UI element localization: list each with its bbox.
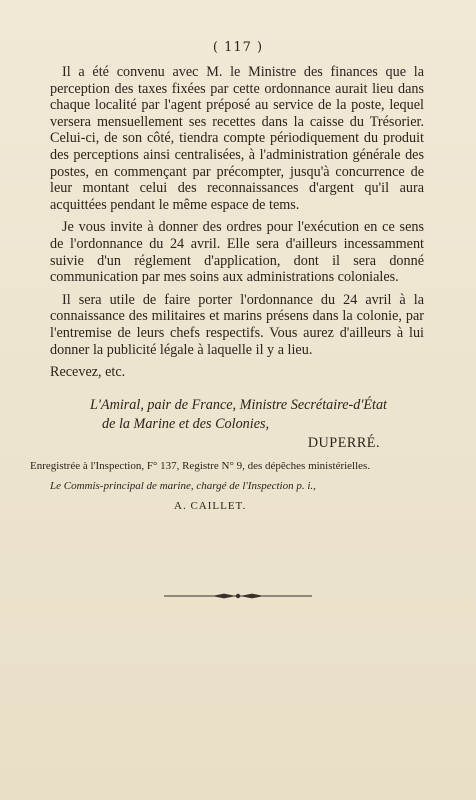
- signature-block: [50, 396, 430, 453]
- registration-line: Enregistrée à l'Inspection, F° 137, Registre N° 9, des dépêches ministérielles.: [30, 460, 371, 472]
- clerk-name: A. CAILLET.: [174, 500, 247, 512]
- closing-formula: Recevez, etc.: [50, 364, 126, 381]
- clerk-title: Le Commis-principal de marine, chargé de l'Inspection p. i.,: [50, 480, 316, 492]
- ornamental-rule: [164, 592, 312, 600]
- paragraph: Je vous invite à donner des ordres pour l'exécution en ce sens de l'ordonnance du 24 avril. Elle sera d'ailleurs incessamment suivie d'un réglement d'application, dont il sera donné communication par mes soins aux administrations coloniales.: [50, 219, 424, 286]
- signatory-name: DUPERRÉ.: [307, 435, 380, 451]
- signature-title-continued: de la Marine et des Colonies,: [102, 416, 270, 432]
- registration-note: [30, 456, 450, 516]
- page-number: ( 117 ): [212, 40, 264, 55]
- paragraph: Il a été convenu avec M. le Ministre des finances que la perception des taxes fixées par cette ordonnance aurait lieu dans chaque localité par l'agent préposé au service de la poste, lequel versera mensuellement ses recettes dans la caisse du Trésorier. Celui-ci, de son côté, tiendra compte périodiquement du produit des perceptions ainsi centralisées, à l'administration générale des postes, en commençant par précompter, jusqu'à concurrence de leur montant celui des reconnaissances d'argent qu'il aura acquittées pendant le même espace de tems.: [50, 64, 424, 213]
- paragraph: Il sera utile de faire porter l'ordonnance du 24 avril à la connaissance des militaires et marins présens dans la colonie, par l'entremise de leurs chefs respectifs. Vous aurez d'ailleurs à lui donner la publicité légale à laquelle il y a lieu.: [50, 291, 424, 358]
- signature-title: L'Amiral, pair de France, Ministre Secrétaire-d'État: [90, 397, 387, 413]
- letter-body: [50, 64, 424, 381]
